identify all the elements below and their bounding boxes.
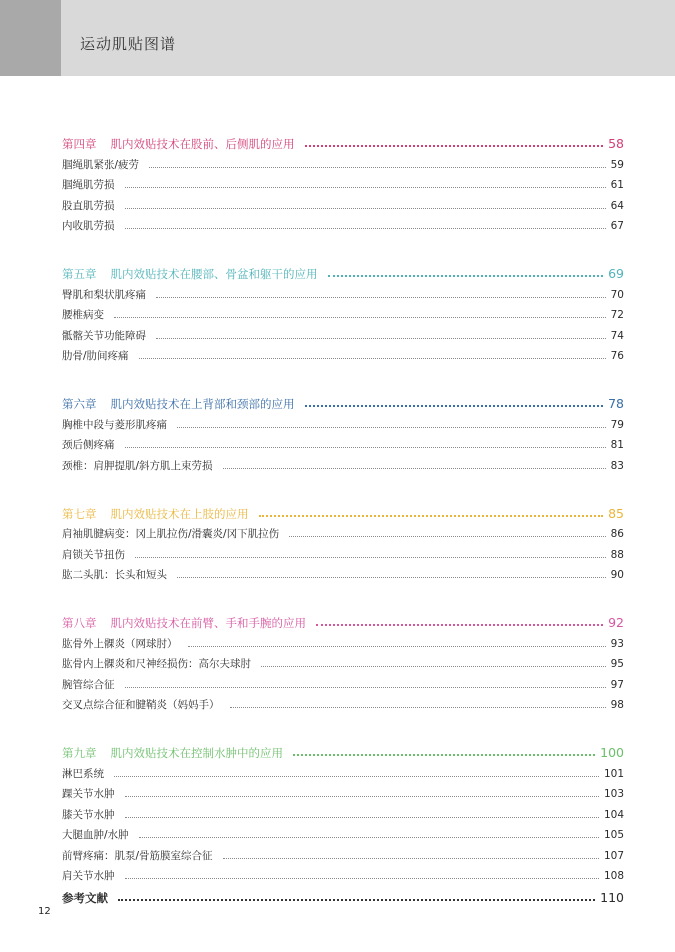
dot-leader	[114, 776, 599, 777]
dot-leader	[118, 899, 595, 901]
references-page-number: 110	[600, 889, 624, 905]
entry-page-number: 88	[610, 548, 624, 561]
dot-leader	[259, 515, 604, 517]
dot-leader	[261, 666, 606, 667]
dot-leader	[125, 817, 599, 818]
dot-leader	[125, 187, 606, 188]
entry-title: 胸椎中段与菱形肌疼痛	[62, 418, 167, 431]
dot-leader	[230, 707, 606, 708]
entry-title: 腰椎病变	[62, 309, 104, 321]
book-title: 运动肌贴图谱	[80, 35, 177, 53]
chapter-heading	[62, 616, 306, 630]
toc-entry-row[interactable]	[62, 281, 624, 302]
toc-chapter-row[interactable]	[62, 740, 624, 760]
entry-title: 颈后侧疼痛	[62, 439, 115, 451]
entry-title: 前臂疼痛：肌泵/骨筋膜室综合征	[62, 849, 213, 862]
entry-page-number: 70	[610, 288, 624, 301]
entry-title: 腘绳肌劳损	[62, 179, 115, 191]
chapter-heading	[62, 137, 295, 151]
toc-chapter-row[interactable]	[62, 131, 624, 151]
entry-page-number: 108	[603, 870, 624, 882]
entry-page-number: 74	[610, 329, 624, 342]
entry-page-number: 61	[610, 179, 624, 191]
toc-entry-row[interactable]	[62, 151, 624, 172]
entry-page-number: 103	[603, 788, 624, 800]
entry-title: 肱骨外上髁炎（网球肘）	[62, 637, 178, 650]
entry-page-number: 86	[610, 528, 624, 540]
toc-entry-row[interactable]	[62, 192, 624, 213]
toc-entry-row[interactable]	[62, 760, 624, 781]
toc-entry-row[interactable]	[62, 432, 624, 453]
toc-entry-row[interactable]	[62, 452, 624, 473]
chapter-page-number: 85	[608, 505, 624, 521]
dot-leader	[305, 145, 604, 147]
entry-title: 踝关节水肿	[62, 788, 115, 800]
dot-leader	[139, 837, 599, 838]
entry-page-number: 64	[610, 199, 624, 212]
entry-title: 膝关节水肿	[62, 808, 115, 821]
entry-title: 腘绳肌紧张/疲劳	[62, 158, 140, 171]
entry-title: 内收肌劳损	[62, 220, 115, 232]
chapter-page-number: 92	[608, 615, 624, 630]
chapter-page-number: 58	[608, 136, 624, 151]
toc-entry-row[interactable]	[62, 630, 624, 651]
entry-page-number: 83	[610, 459, 624, 472]
chapter-title: 肌内效贴技术在前臂、手和手腕的应用	[110, 616, 306, 630]
dot-leader	[289, 536, 606, 537]
entry-page-number: 67	[610, 220, 624, 232]
entry-page-number: 107	[603, 849, 624, 862]
entry-page-number: 59	[610, 158, 624, 171]
entry-page-number: 105	[603, 829, 624, 841]
chapter-heading	[62, 267, 318, 281]
dot-leader	[135, 557, 606, 558]
dot-leader	[223, 468, 606, 469]
entry-page-number: 104	[603, 808, 624, 821]
toc-entry-row[interactable]	[62, 692, 624, 713]
section-gap	[62, 233, 624, 261]
toc-entry-row[interactable]	[62, 863, 624, 884]
toc-entry-row[interactable]	[62, 213, 624, 234]
section-gap	[62, 582, 624, 610]
dot-leader	[293, 754, 595, 756]
dot-leader	[328, 275, 604, 277]
toc-chapter-row[interactable]	[62, 501, 624, 521]
toc-references-row[interactable]	[62, 884, 624, 905]
toc-chapter-row[interactable]	[62, 610, 624, 630]
dot-leader	[125, 687, 606, 688]
entry-page-number: 97	[610, 678, 624, 691]
dot-leader	[125, 228, 606, 229]
toc-entry-row[interactable]	[62, 172, 624, 193]
entry-page-number: 81	[610, 439, 624, 451]
toc-entry-row[interactable]	[62, 671, 624, 692]
dot-leader	[125, 208, 606, 209]
toc-entry-row[interactable]	[62, 801, 624, 822]
entry-title: 大腿血肿/水肿	[62, 829, 129, 841]
entry-page-number: 76	[610, 350, 624, 362]
entry-title: 交叉点综合征和腱鞘炎（妈妈手）	[62, 699, 220, 711]
chapter-page-number: 100	[600, 745, 624, 760]
dot-leader	[188, 646, 606, 647]
toc-entry-row[interactable]	[62, 822, 624, 843]
section-gap	[62, 473, 624, 501]
entry-title: 肩袖肌腱病变：冈上肌拉伤/滑囊炎/冈下肌拉伤	[62, 528, 280, 540]
entry-page-number: 90	[610, 569, 624, 581]
chapter-title: 肌内效贴技术在控制水肿中的应用	[110, 746, 283, 760]
toc-chapter-row[interactable]	[62, 391, 624, 411]
toc-entry-row[interactable]	[62, 842, 624, 863]
page-number: 12	[38, 906, 51, 917]
dot-leader	[139, 358, 606, 359]
header-tab	[0, 0, 61, 76]
chapter-page-number: 69	[608, 266, 624, 281]
entry-title: 腕管综合征	[62, 678, 115, 691]
dot-leader	[149, 167, 606, 168]
toc-entry-row[interactable]	[62, 781, 624, 802]
dot-leader	[223, 858, 599, 859]
entry-page-number: 79	[610, 418, 624, 431]
entry-title: 颈椎：肩胛提肌/斜方肌上束劳损	[62, 459, 213, 472]
chapter-heading	[62, 746, 283, 760]
dot-leader	[305, 405, 604, 407]
entry-page-number: 98	[610, 699, 624, 711]
chapter-title: 肌内效贴技术在腰部、骨盆和躯干的应用	[110, 267, 318, 281]
entry-title: 股直肌劳损	[62, 199, 115, 212]
toc-entry-row[interactable]	[62, 521, 624, 542]
section-gap	[62, 363, 624, 391]
entry-title: 肱二头肌：长头和短头	[62, 569, 167, 581]
entry-title: 肱骨内上髁炎和尺神经损伤：高尔夫球肘	[62, 658, 251, 670]
entry-title: 肩锁关节扭伤	[62, 548, 125, 561]
chapter-number: 第九章	[62, 746, 97, 760]
dot-leader	[156, 338, 606, 339]
entry-page-number: 101	[603, 767, 624, 780]
dot-leader	[125, 447, 606, 448]
dot-leader	[125, 878, 599, 879]
entry-title: 骶髂关节功能障碍	[62, 329, 146, 342]
toc-entry-row[interactable]	[62, 302, 624, 323]
toc-entry-row[interactable]	[62, 343, 624, 364]
toc-entry-row[interactable]	[62, 322, 624, 343]
chapter-heading	[62, 507, 249, 521]
references-title: 参考文献	[62, 890, 108, 905]
chapter-title: 肌内效贴技术在上肢的应用	[110, 506, 249, 521]
table-of-contents	[62, 131, 624, 905]
dot-leader	[177, 577, 606, 578]
chapter-heading	[62, 397, 295, 411]
chapter-number: 第五章	[62, 267, 97, 281]
chapter-page-number: 78	[608, 396, 624, 411]
chapter-number: 第七章	[62, 506, 97, 521]
entry-title: 淋巴系统	[62, 767, 104, 780]
dot-leader	[177, 427, 606, 428]
entry-page-number: 95	[610, 658, 624, 670]
toc-entry-row[interactable]	[62, 651, 624, 672]
dot-leader	[114, 317, 606, 318]
toc-entry-row[interactable]	[62, 541, 624, 562]
entry-title: 肩关节水肿	[62, 870, 115, 882]
entry-page-number: 72	[610, 309, 624, 321]
chapter-number: 第四章	[62, 137, 97, 151]
entry-title: 臀肌和梨状肌疼痛	[62, 288, 146, 301]
chapter-title: 肌内效贴技术在上背部和颈部的应用	[110, 397, 295, 411]
toc-chapter-row[interactable]	[62, 261, 624, 281]
entry-page-number: 93	[610, 637, 624, 650]
toc-entry-row[interactable]	[62, 562, 624, 583]
section-gap	[62, 712, 624, 740]
chapter-number: 第六章	[62, 397, 97, 411]
chapter-number: 第八章	[62, 616, 97, 630]
toc-entry-row[interactable]	[62, 411, 624, 432]
chapter-title: 肌内效贴技术在股前、后侧肌的应用	[110, 137, 295, 151]
dot-leader	[316, 624, 603, 626]
entry-title: 肋骨/肋间疼痛	[62, 350, 129, 362]
dot-leader	[156, 297, 606, 298]
dot-leader	[125, 796, 599, 797]
